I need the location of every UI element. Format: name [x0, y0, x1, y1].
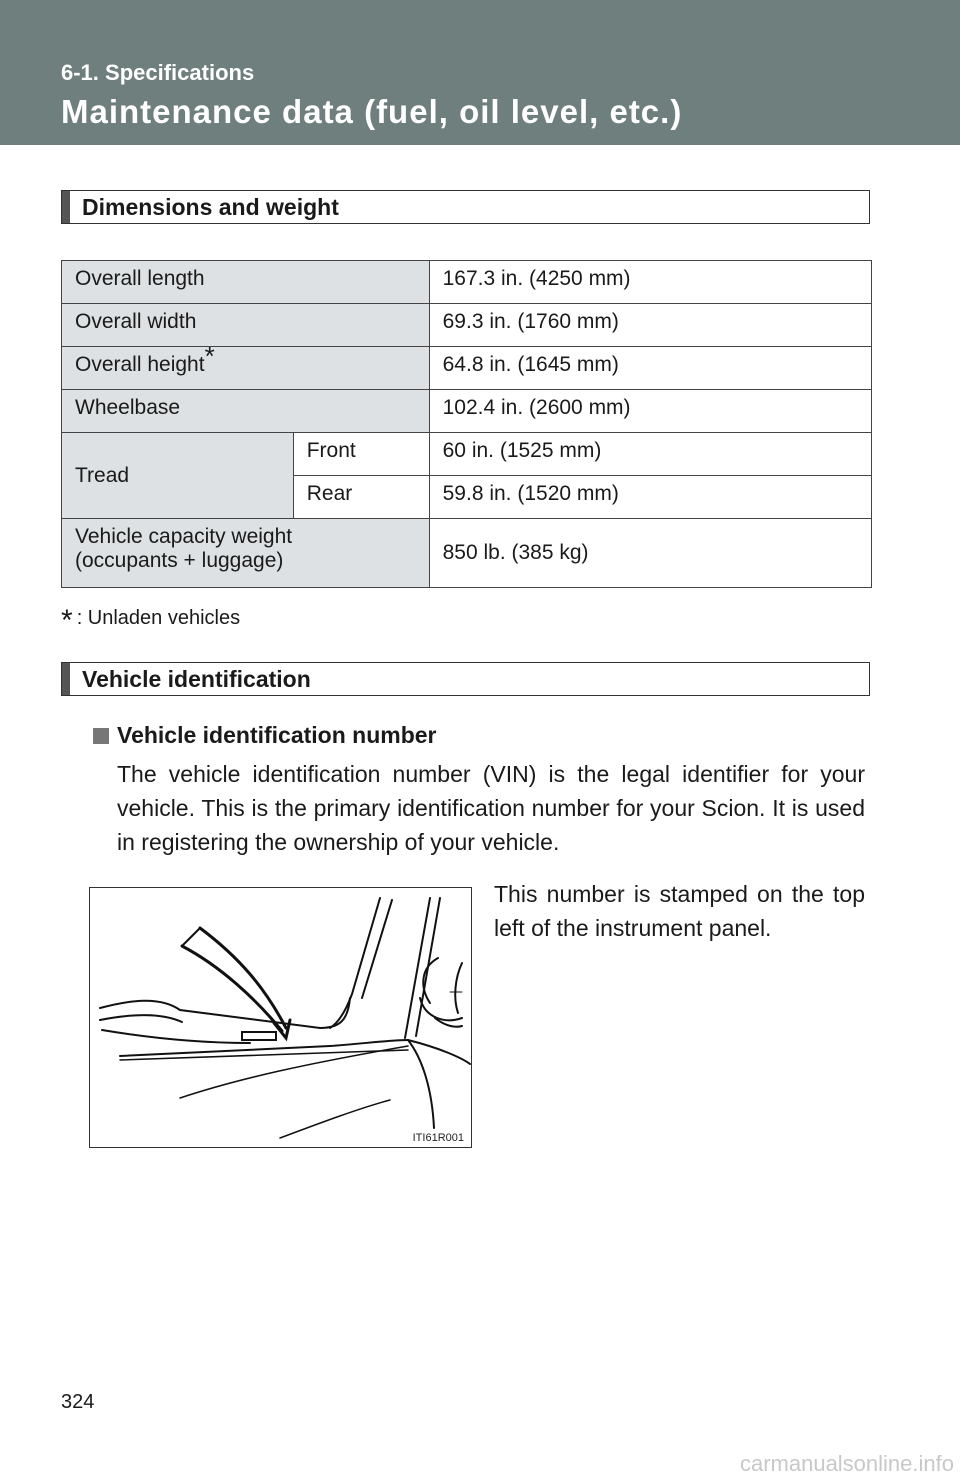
vin-subheading: [93, 722, 437, 749]
dimensions-heading-text: Dimensions and weight: [82, 194, 339, 220]
figure-code: ITI61R001: [412, 1132, 464, 1144]
footnote: [61, 598, 241, 637]
row-value: 167.3 in. (4250 mm): [429, 261, 871, 304]
footnote-text: : Unladen vehicles: [76, 607, 241, 629]
capacity-label-line2: (occupants + luggage): [75, 549, 284, 572]
table-row: [62, 304, 872, 347]
tread-front-value: 60 in. (1525 mm): [429, 433, 871, 476]
tread-front-label: Front: [293, 433, 429, 476]
page-number: 324: [61, 1391, 95, 1413]
heading-bar: [62, 663, 70, 695]
row-value: 64.8 in. (1645 mm): [429, 347, 871, 390]
table-row: [62, 433, 872, 476]
footnote-asterisk: *: [61, 604, 73, 637]
vehicle-identification-heading-text: Vehicle identification: [82, 666, 311, 692]
section-label: 6-1. Specifications: [61, 60, 255, 85]
page-title: Maintenance data (fuel, oil level, etc.): [61, 93, 683, 130]
table-row: [62, 261, 872, 304]
tread-rear-value: 59.8 in. (1520 mm): [429, 476, 871, 519]
watermark: carmanualsonline.info: [739, 1451, 954, 1476]
vin-subheading-text: Vehicle identification number: [117, 722, 437, 748]
vehicle-identification-heading: [61, 662, 870, 696]
tread-rear-label: Rear: [293, 476, 429, 519]
dashboard-illustration: [90, 888, 471, 1147]
overall-height-label: Overall height: [75, 353, 205, 376]
table-row: [62, 390, 872, 433]
dimensions-heading: [61, 190, 870, 224]
capacity-value: 850 lb. (385 kg): [429, 519, 871, 588]
row-label: Overall width: [62, 304, 430, 347]
dimensions-table: [61, 260, 872, 588]
vin-paragraph: The vehicle identification number (VIN) is the legal identifier for your vehicle. This is the primary identification number for your Scion. It is used in registering the ownership of your vehicle.: [117, 761, 865, 855]
row-label: [62, 341, 430, 390]
capacity-label-line1: Vehicle capacity weight: [75, 525, 293, 548]
row-label: Overall length: [62, 261, 430, 304]
row-value: 102.4 in. (2600 mm): [429, 390, 871, 433]
tread-label: Tread: [62, 433, 294, 519]
vin-location-figure: [89, 887, 472, 1148]
capacity-label: [62, 519, 430, 588]
table-row: [62, 347, 872, 390]
square-bullet-icon: [93, 728, 109, 744]
row-value: 69.3 in. (1760 mm): [429, 304, 871, 347]
row-label: Wheelbase: [62, 390, 430, 433]
page-header: [0, 0, 960, 145]
table-row: [62, 519, 872, 588]
footnote-marker: *: [204, 341, 215, 371]
figure-note: This number is stamped on the top left of the instrument panel.: [494, 881, 865, 941]
heading-bar: [62, 191, 70, 223]
